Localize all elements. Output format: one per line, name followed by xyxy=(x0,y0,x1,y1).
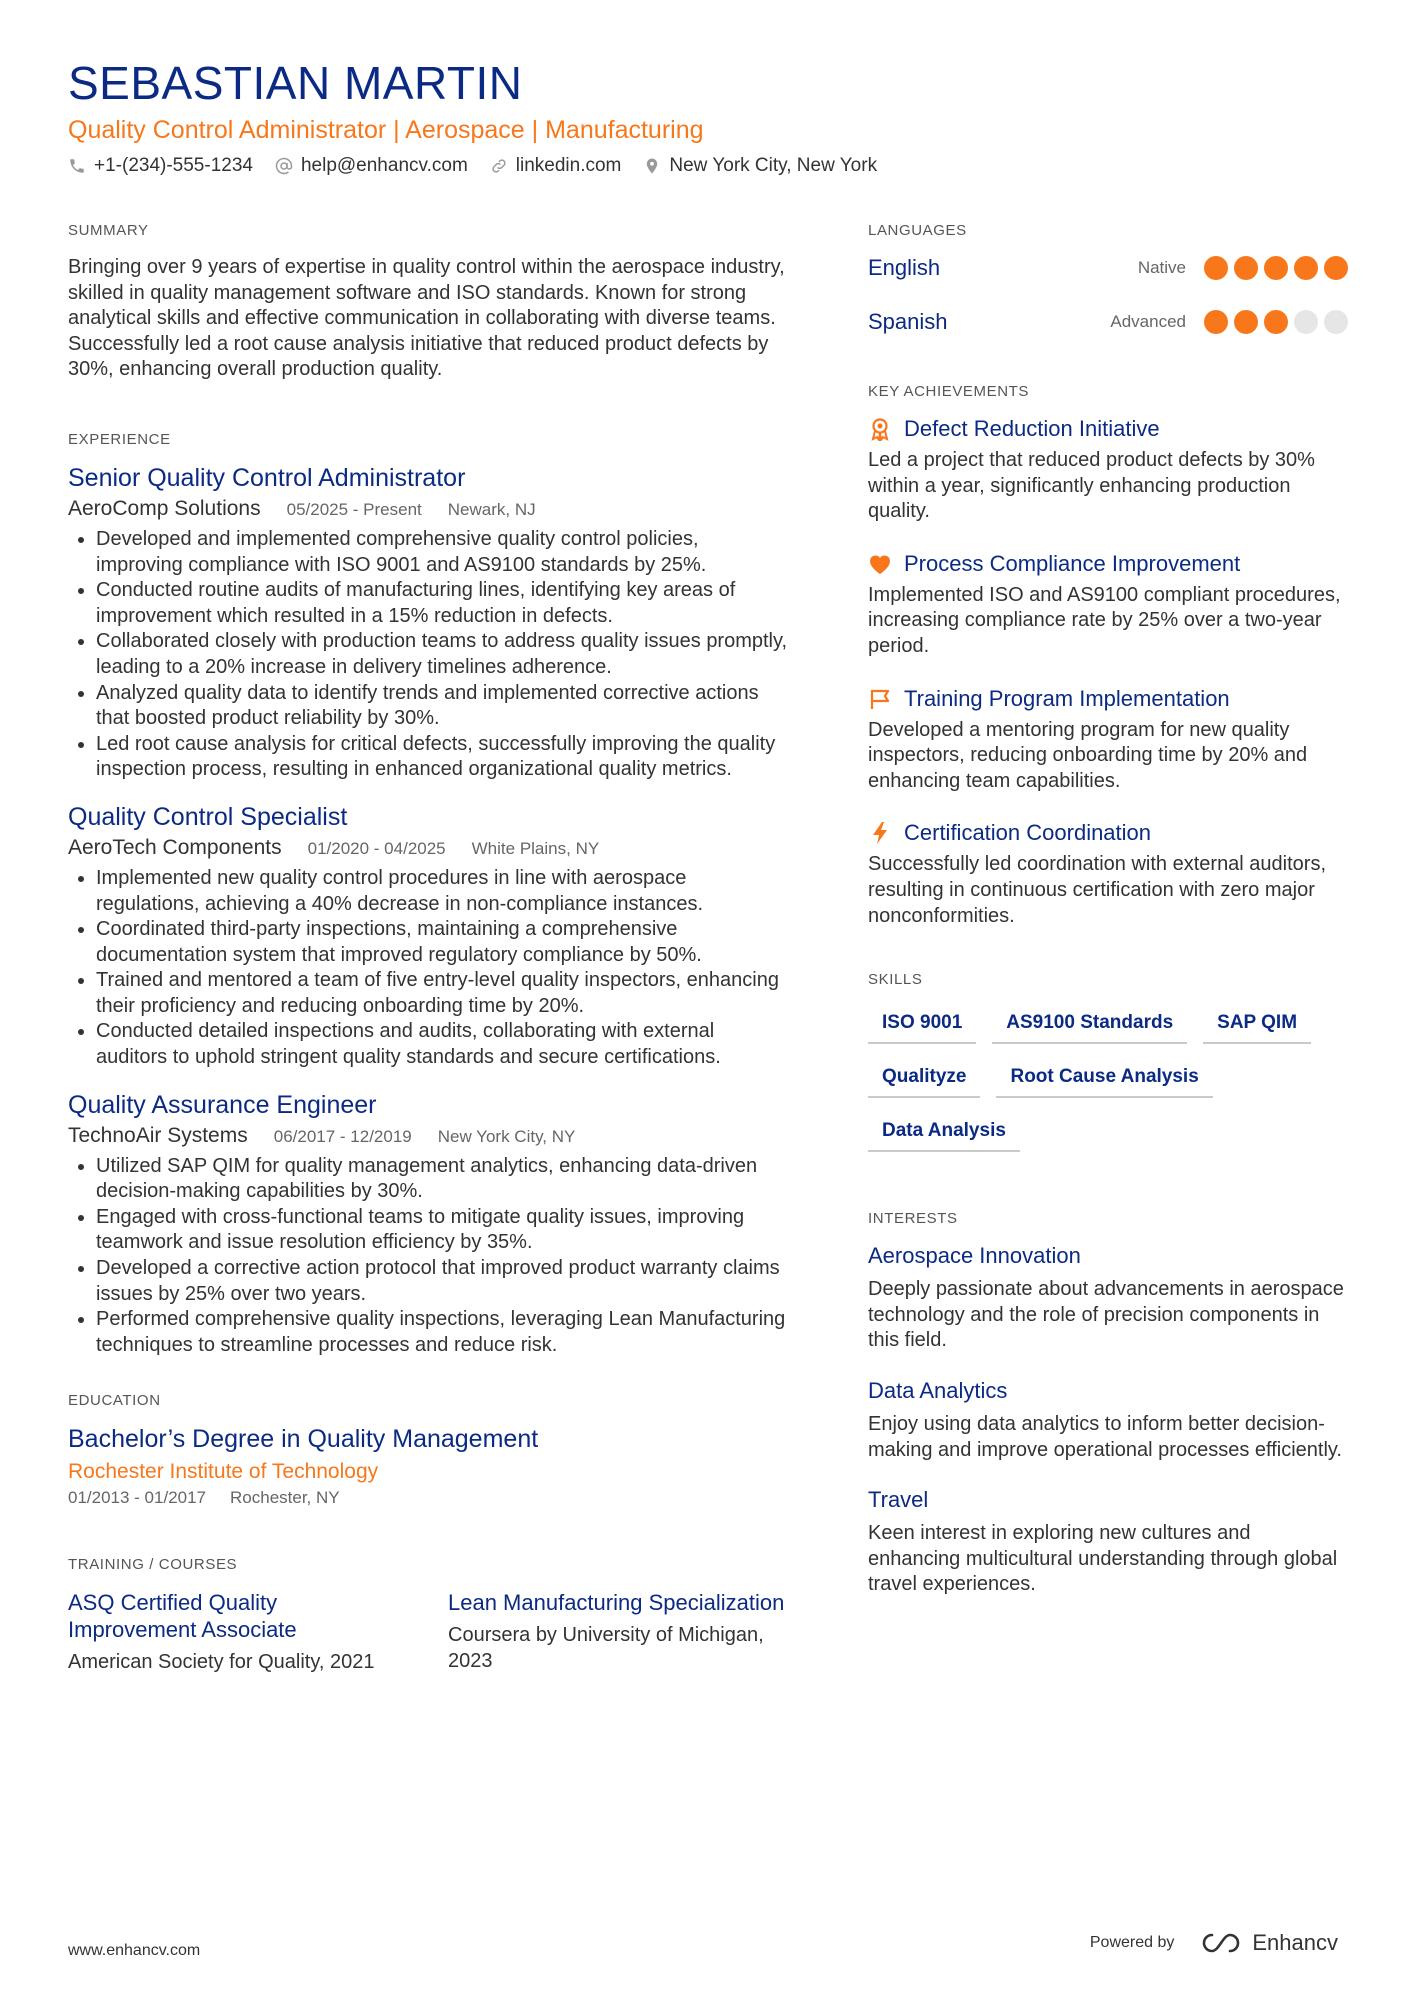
languages-section xyxy=(868,222,1348,349)
interests-section xyxy=(868,1210,1348,1598)
skill-tag: Data Analysis xyxy=(868,1112,1020,1152)
achievement-header xyxy=(868,551,1348,577)
phone-text: +1-(234)-555-1234 xyxy=(94,155,253,176)
enhancv-logo[interactable] xyxy=(1198,1930,1338,1956)
left-column xyxy=(68,222,790,1675)
language-rating xyxy=(1204,310,1348,334)
achievement-header xyxy=(868,416,1348,442)
interest-title: Data Analytics xyxy=(868,1377,1008,1403)
achievement-title: Defect Reduction Initiative xyxy=(904,416,1160,441)
course-list xyxy=(68,1589,790,1675)
brand-name: Enhancv xyxy=(1252,1930,1338,1955)
interest-text: Enjoy using data analytics to inform better decision-making and improve operational processes efficiently. xyxy=(868,1412,1342,1461)
phone-icon xyxy=(68,157,86,175)
achievements-section xyxy=(868,383,1348,929)
skill-list xyxy=(868,1004,1328,1152)
experience-heading: EXPERIENCE xyxy=(68,430,171,448)
education-school: Rochester Institute of Technology xyxy=(68,1460,379,1484)
job-bullets xyxy=(68,1154,790,1359)
lightning-icon xyxy=(868,821,892,845)
interest-item xyxy=(868,1243,1348,1354)
job-company: TechnoAir Systems xyxy=(68,1123,248,1147)
job-bullet: • Analyzed quality data to identify trends and implemented corrective actions that boosted product reliability by 30%. xyxy=(96,681,790,732)
job-bullet: • Developed a corrective action protocol that improved product warranty claims issues by 25% over two years. xyxy=(96,1256,790,1307)
achievement-item xyxy=(868,820,1348,929)
interest-title: Travel xyxy=(868,1487,929,1513)
job-bullet: • Performed comprehensive quality inspections, leveraging Lean Manufacturing techniques to streamline processes and reduce risk. xyxy=(96,1307,790,1358)
job-bullet: • Coordinated third-party inspections, maintaining a comprehensive documentation system that improved regulatory compliance by 50%. xyxy=(96,917,790,968)
course-provider: American Society for Quality, 2021 xyxy=(68,1651,375,1674)
skill-tag: Qualityze xyxy=(868,1058,980,1098)
contact-location xyxy=(643,155,877,177)
job-entry xyxy=(68,803,790,1071)
job-entry xyxy=(68,464,790,783)
interest-item xyxy=(868,1378,1348,1463)
languages-heading: LANGUAGES xyxy=(868,222,967,239)
candidate-name: SEBASTIAN MARTIN xyxy=(68,57,523,109)
job-bullet: • Conducted detailed inspections and audits, collaborating with external auditors to uphold stringent quality standards and secure certifications. xyxy=(96,1019,790,1070)
experience-section xyxy=(68,431,790,1358)
language-name: Spanish xyxy=(868,309,948,334)
rating-dot-filled xyxy=(1204,310,1228,334)
achievement-title: Certification Coordination xyxy=(904,820,1152,846)
flag-icon xyxy=(868,687,892,711)
training-heading: TRAINING / COURSES xyxy=(68,1556,238,1574)
job-bullet: • Led root cause analysis for critical defects, successfully improving the quality inspection process, resulting in enhanced organizational quality metrics. xyxy=(96,732,790,783)
contact-linkedin[interactable] xyxy=(490,155,622,177)
rating-dot-filled xyxy=(1264,310,1288,334)
award-icon xyxy=(868,417,892,441)
course-title: ASQ Certified Quality Improvement Associate xyxy=(68,1590,297,1643)
course-item xyxy=(68,1589,408,1675)
job-title: Quality Control Specialist xyxy=(68,802,348,831)
achievement-text: Implemented ISO and AS9100 compliant procedures, increasing compliance rate by 25% over a two-year period. xyxy=(868,583,1341,657)
job-bullets xyxy=(68,866,790,1071)
job-entry xyxy=(68,1091,790,1359)
job-bullet: • Utilized SAP QIM for quality management analytics, enhancing data-driven decision-making capabilities by 30%. xyxy=(96,1154,790,1205)
job-meta xyxy=(68,1124,790,1148)
job-bullet: • Developed and implemented comprehensive quality control policies, improving compliance with ISO 9001 and AS9100 standards by 25%. xyxy=(96,527,790,578)
skill-tag: Root Cause Analysis xyxy=(996,1058,1212,1098)
job-location: New York City, NY xyxy=(437,1126,576,1146)
job-location: White Plains, NY xyxy=(471,838,600,858)
skills-section xyxy=(868,971,1348,1152)
job-bullets xyxy=(68,527,790,783)
rating-dot-filled xyxy=(1294,256,1318,280)
course-item xyxy=(448,1589,788,1675)
job-dates: 06/2017 - 12/2019 xyxy=(273,1126,412,1146)
job-company: AeroTech Components xyxy=(68,835,282,859)
footer-website[interactable]: www.enhancv.com xyxy=(68,1942,201,1959)
heart-icon xyxy=(868,552,892,576)
job-dates: 01/2020 - 04/2025 xyxy=(307,838,446,858)
language-level: Advanced xyxy=(1110,312,1186,331)
summary-heading: SUMMARY xyxy=(68,222,149,239)
achievement-text: Developed a mentoring program for new quality inspectors, reducing onboarding time by 20% and enhancing team capabilities. xyxy=(868,718,1308,792)
education-meta xyxy=(68,1488,790,1508)
job-bullet: • Conducted routine audits of manufacturing lines, identifying key areas of improvement which resulted in a 15% reduction in defects. xyxy=(96,578,790,629)
skill-tag: SAP QIM xyxy=(1203,1004,1311,1044)
achievement-item xyxy=(868,686,1348,795)
education-heading: EDUCATION xyxy=(68,1392,161,1410)
achievement-title: Process Compliance Improvement xyxy=(904,550,1241,576)
contact-phone xyxy=(68,155,253,177)
interest-text: Deeply passionate about advancements in aerospace technology and the role of precision components in this field. xyxy=(868,1278,1344,1352)
job-title: Senior Quality Control Administrator xyxy=(68,463,466,492)
job-bullet: • Trained and mentored a team of five entry-level quality inspectors, enhancing their proficiency and reducing onboarding time by 20%. xyxy=(96,968,790,1019)
contact-bar xyxy=(68,155,877,177)
rating-dot-filled xyxy=(1264,256,1288,280)
skill-tag: AS9100 Standards xyxy=(992,1004,1187,1044)
job-bullet: • Collaborated closely with production teams to address quality issues promptly, leading to a 20% increase in delivery timelines adherence. xyxy=(96,629,790,680)
job-dates: 05/2025 - Present xyxy=(286,499,422,519)
language-row xyxy=(868,241,1348,295)
contact-email[interactable] xyxy=(275,155,468,177)
achievement-item xyxy=(868,551,1348,660)
email-text[interactable]: help@enhancv.com xyxy=(300,155,468,176)
interests-heading: INTERESTS xyxy=(868,1210,958,1228)
job-bullet: • Engaged with cross-functional teams to mitigate quality issues, improving teamwork and issue resolution efficiency by 35%. xyxy=(96,1205,790,1256)
job-meta xyxy=(68,836,790,860)
language-row xyxy=(868,295,1348,349)
rating-dot-empty xyxy=(1324,310,1348,334)
rating-dot-filled xyxy=(1234,310,1258,334)
training-section xyxy=(68,1556,790,1675)
job-title: Quality Assurance Engineer xyxy=(68,1090,377,1119)
education-section xyxy=(68,1392,790,1508)
summary-text: Bringing over 9 years of expertise in quality control within the aerospace industry, skilled in quality management software and ISO standards. Known for strong analytical skills and effective communication in collaborating with diverse teams. Successfully led a root cause analysis initiative that reduced product defects by 30%, enhancing overall production quality. xyxy=(68,256,785,381)
rating-dot-filled xyxy=(1204,256,1228,280)
education-degree: Bachelor’s Degree in Quality Management xyxy=(68,1425,539,1454)
linkedin-text[interactable]: linkedin.com xyxy=(515,155,622,176)
language-name: English xyxy=(868,255,941,280)
job-location: Newark, NJ xyxy=(447,499,536,519)
achievements-heading: KEY ACHIEVEMENTS xyxy=(868,383,1030,400)
achievement-title: Training Program Implementation xyxy=(904,685,1230,711)
rating-dot-empty xyxy=(1294,310,1318,334)
achievement-text: Successfully led coordination with external auditors, resulting in continuous certification with zero major nonconformities. xyxy=(868,853,1327,927)
location-pin-icon xyxy=(643,157,661,175)
summary-section xyxy=(68,222,790,383)
right-column xyxy=(868,222,1348,1622)
interest-item xyxy=(868,1487,1348,1598)
rating-dot-filled xyxy=(1324,256,1348,280)
at-icon xyxy=(275,157,293,175)
education-dates: 01/2013 - 01/2017 xyxy=(68,1488,207,1508)
course-provider: Coursera by University of Michigan, 2023 xyxy=(448,1624,764,1673)
language-rating xyxy=(1204,256,1348,280)
footer-branding xyxy=(1090,1930,1338,1956)
interest-title: Aerospace Innovation xyxy=(868,1243,1081,1269)
achievement-header xyxy=(868,820,1348,846)
job-bullet: • Implemented new quality control procedures in line with aerospace regulations, achieving a 40% decrease in non-compliance instances. xyxy=(96,866,790,917)
headline: Quality Control Administrator | Aerospace | Manufacturing xyxy=(68,116,704,144)
link-icon xyxy=(490,157,508,175)
interest-text: Keen interest in exploring new cultures and enhancing multicultural understanding through global travel experiences. xyxy=(868,1522,1338,1596)
powered-by-label: Powered by xyxy=(1089,1934,1175,1951)
course-title: Lean Manufacturing Specialization xyxy=(448,1590,785,1616)
job-meta xyxy=(68,497,790,521)
skills-heading: SKILLS xyxy=(868,971,923,989)
enhancv-logo-icon xyxy=(1198,1931,1244,1955)
achievement-header xyxy=(868,686,1348,712)
language-level: Native xyxy=(1137,258,1186,277)
education-location: Rochester, NY xyxy=(230,1488,340,1508)
skill-tag: ISO 9001 xyxy=(868,1004,976,1044)
achievement-item xyxy=(868,416,1348,525)
job-company: AeroComp Solutions xyxy=(68,496,261,520)
location-text: New York City, New York xyxy=(669,155,878,176)
achievement-text: Led a project that reduced product defects by 30% within a year, significantly enhancing production quality. xyxy=(868,449,1315,523)
rating-dot-filled xyxy=(1234,256,1258,280)
